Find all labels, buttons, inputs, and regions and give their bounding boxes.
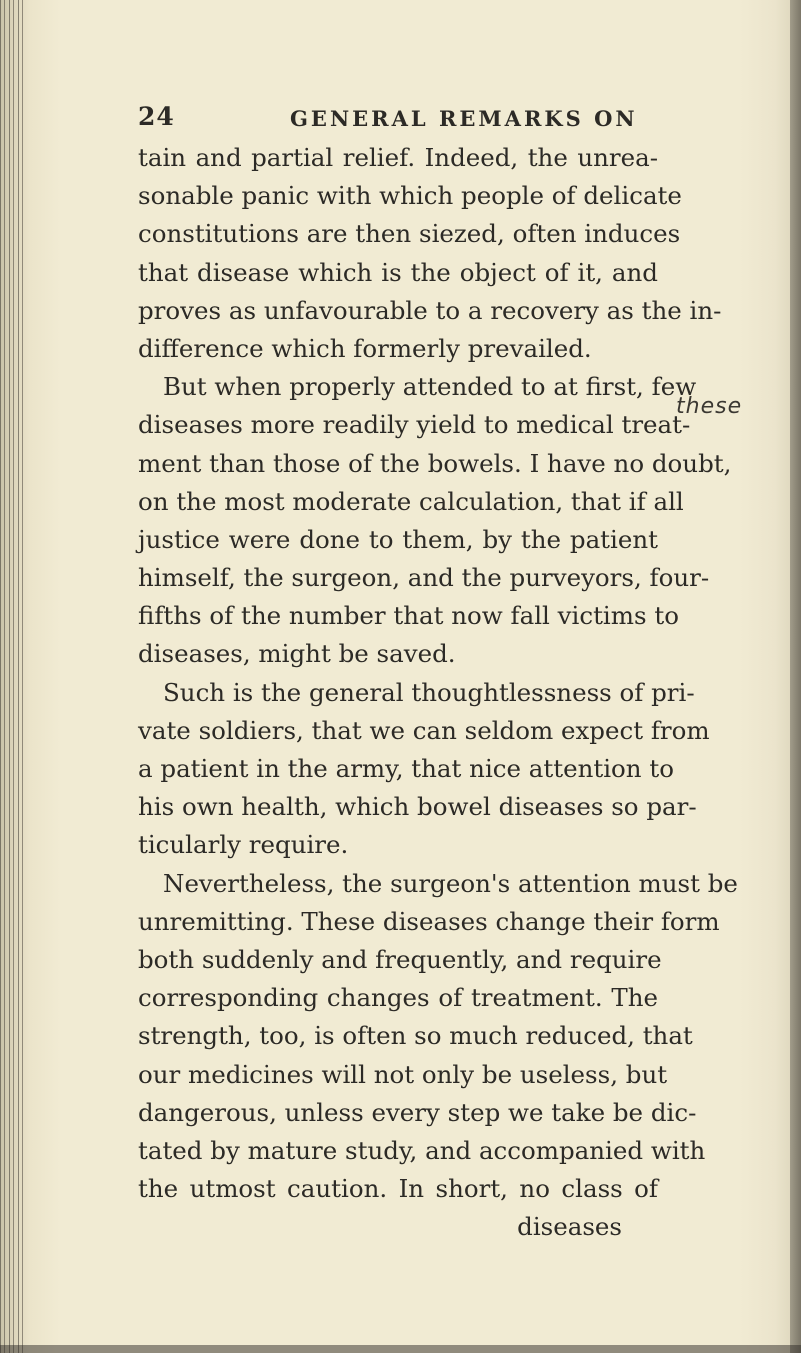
text-line: difference which formerly prevailed.	[138, 333, 592, 363]
text-line: fifths of the number that now fall victims to	[138, 601, 679, 631]
page-right-edge	[790, 0, 801, 1353]
text-line: vate soldiers, that we can seldom expect from	[138, 715, 710, 745]
catchword: diseases	[517, 1212, 622, 1242]
text-line: the utmost caution. In short, no class of	[138, 1174, 658, 1204]
text-line: diseases more readily yield to medical treat-	[138, 410, 691, 440]
text-line: But when properly attended to at first, few	[163, 372, 697, 402]
page-header	[138, 102, 658, 142]
body-text	[138, 139, 738, 1246]
text-line: diseases, might be saved.	[138, 639, 456, 669]
text-line: our medicines will not only be useless, but	[138, 1059, 668, 1089]
text-line: dangerous, unless every step we take be dic-	[138, 1097, 697, 1127]
text-line: ment than those of the bowels. I have no doubt,	[138, 448, 732, 478]
text-line: himself, the surgeon, and the purveyors, four-	[138, 563, 710, 593]
page-bottom-edge	[0, 1345, 801, 1353]
text-line: tated by mature study, and accompanied with	[138, 1135, 706, 1165]
text-line: justice were done to them, by the patient	[138, 524, 658, 554]
text-line: corresponding changes of treatment. The	[138, 983, 658, 1013]
text-line: sonable panic with which people of delicate	[138, 181, 682, 211]
text-line: proves as unfavourable to a recovery as the in-	[138, 295, 722, 325]
text-line: constitutions are then siezed, often induces	[138, 219, 681, 249]
page-number: 24	[138, 102, 175, 131]
binding-gutter	[0, 0, 26, 1353]
running-title: GENERAL REMARKS ON	[290, 106, 638, 131]
handwritten-margin-note: these	[676, 394, 743, 419]
text-line: ticularly require.	[138, 830, 349, 860]
text-line: a patient in the army, that nice attention to	[138, 754, 674, 783]
text-line: his own health, which bowel diseases so par-	[138, 792, 697, 822]
text-line: on the most moderate calculation, that if all	[138, 486, 684, 516]
text-line: tain and partial relief. Indeed, the unrea-	[138, 143, 658, 172]
text-line: unremitting. These diseases change their form	[138, 906, 720, 936]
text-line: both suddenly and frequently, and require	[138, 944, 662, 974]
text-line: that disease which is the object of it, and	[138, 257, 658, 287]
text-line: Such is the general thoughtlessness of pri-	[163, 677, 695, 707]
text-line: Nevertheless, the surgeon's attention must be	[163, 868, 738, 898]
text-line: strength, too, is often so much reduced, that	[138, 1021, 693, 1051]
